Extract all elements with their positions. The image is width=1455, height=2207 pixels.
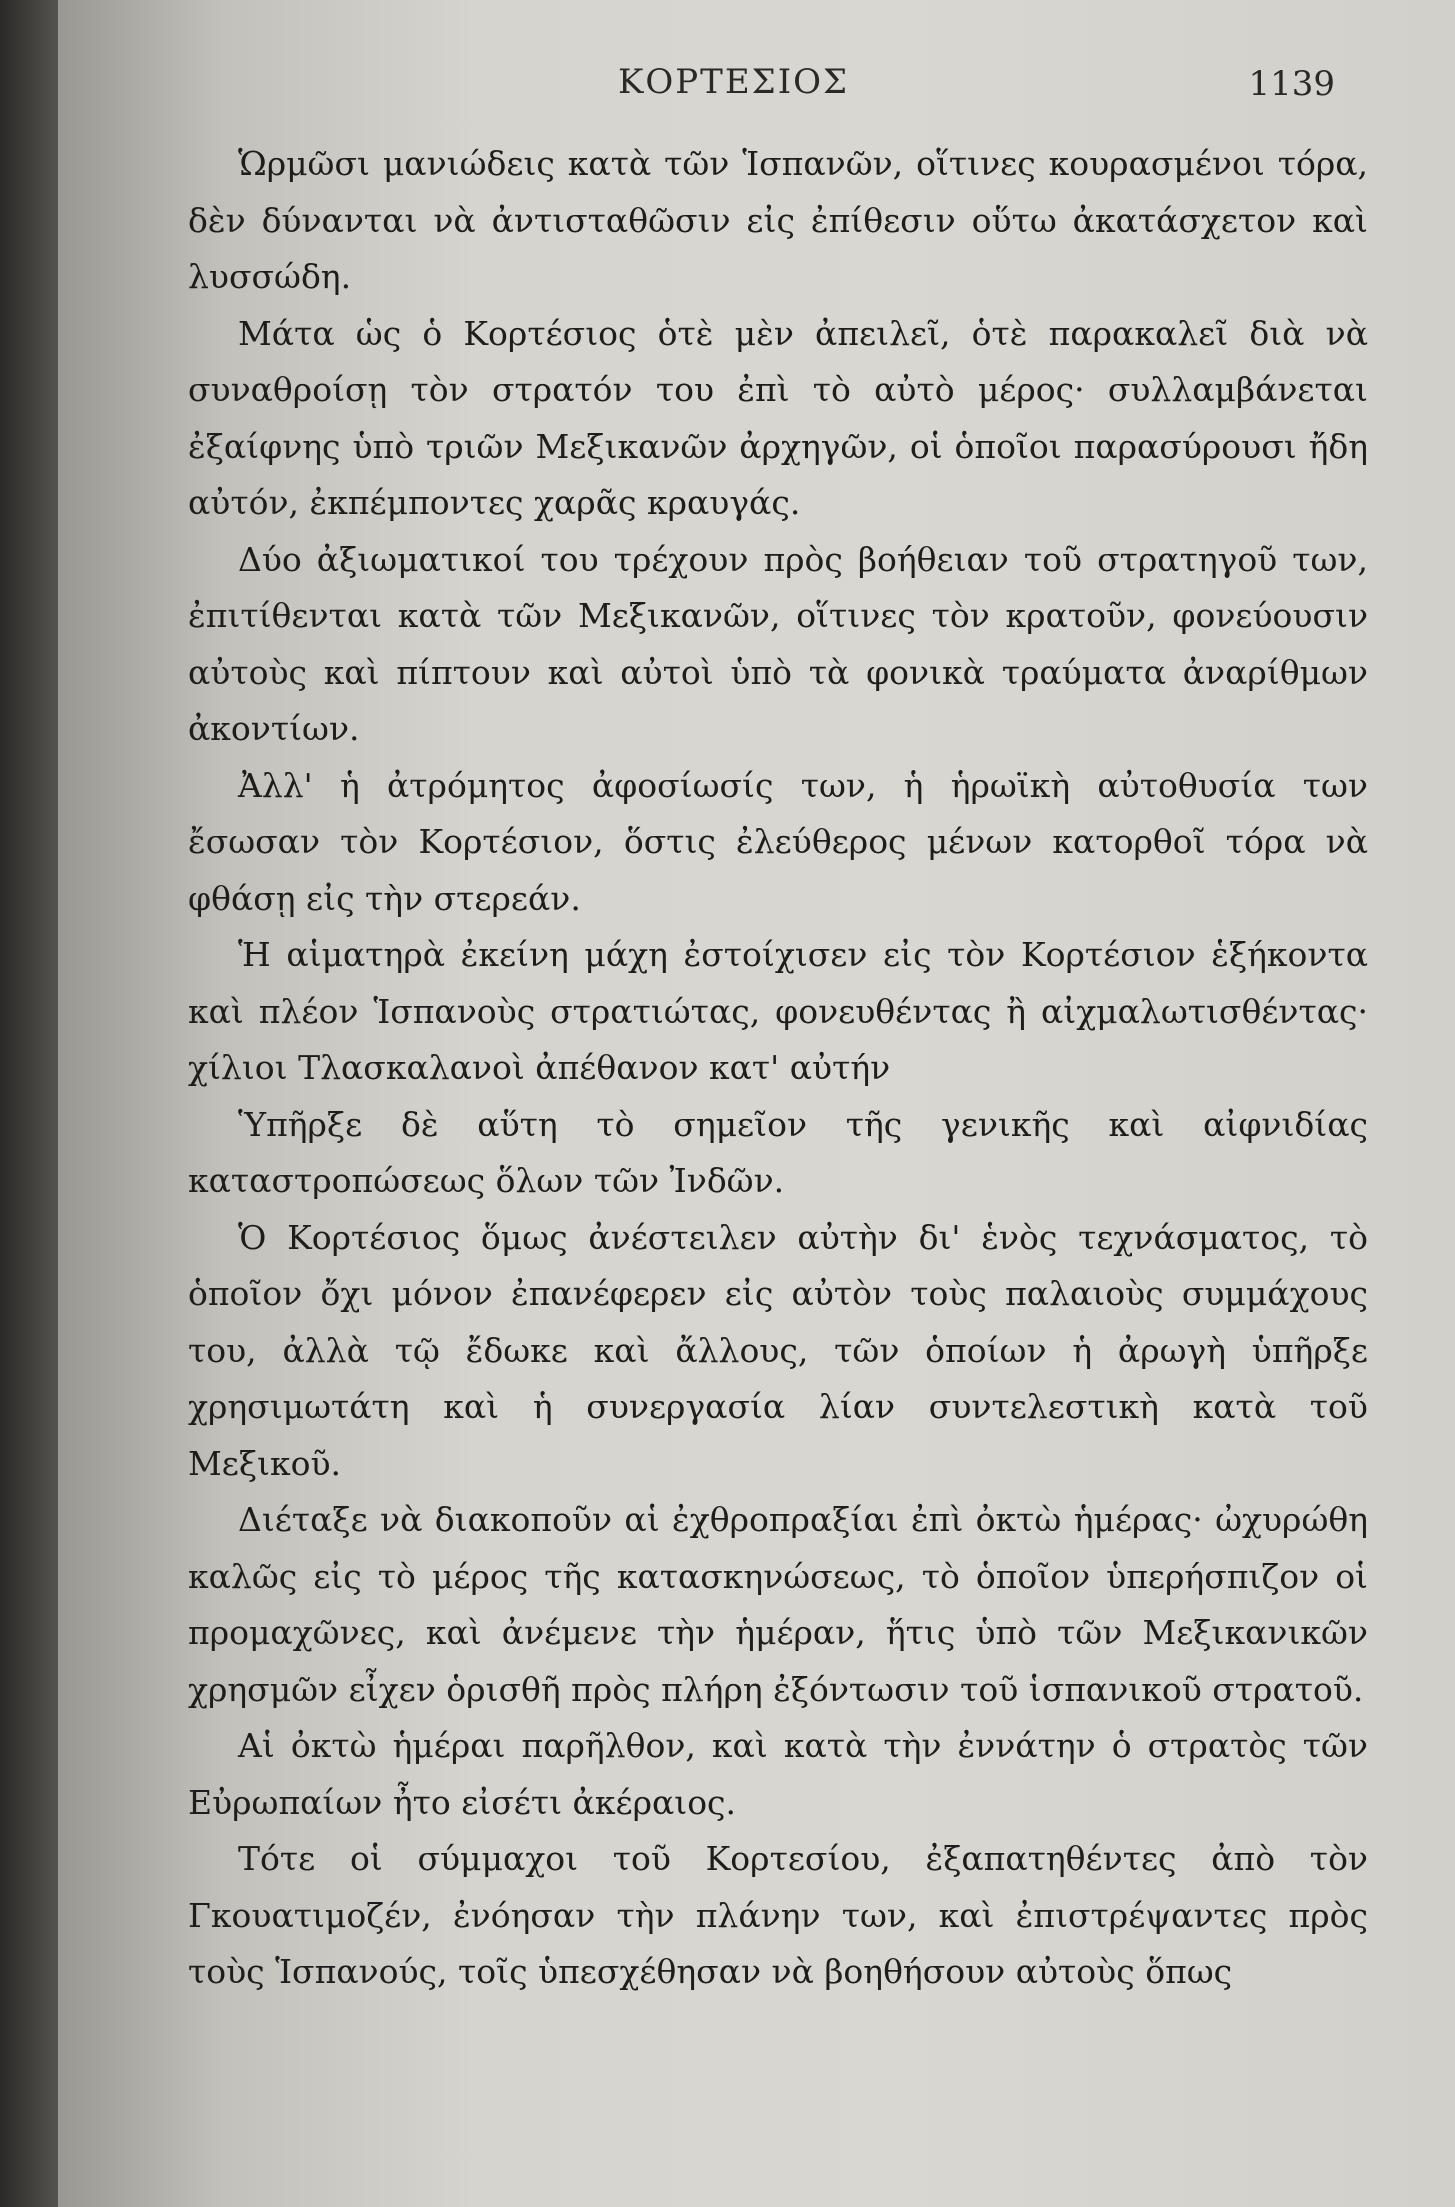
paragraph: Ἀλλ' ἡ ἀτρόμητος ἀφοσίωσίς των, ἡ ἡρωϊκὴ αὐτοθυσία των ἔσωσαν τὸν Κορτέσιον, ὅστις ἐλεύθερος μένων κατορθοῖ τόρα νὰ φθάσῃ εἰς τὴν στερεάν. <box>188 765 1368 918</box>
paragraph: Διέταξε νὰ διακοποῦν αἱ ἐχθροπραξίαι ἐπὶ ὀκτὼ ἡμέρας· ὠχυρώθη καλῶς εἰς τὸ μέρος τῆς κατασκηνώσεως, τὸ ὁποῖον ὑπερήσπιζον οἱ προμαχῶνες, καὶ ἀνέμενε τὴν ἡμέραν, ἥτις ὑπὸ τῶν Μεξικανικῶν χρησμῶν εἶχεν ὁρισθῆ πρὸς πλήρη ἐξόντωσιν τοῦ ἱσπανικοῦ στρατοῦ. <box>188 1500 1368 1709</box>
paragraph: Ὑπῆρξε δὲ αὕτη τὸ σημεῖον τῆς γενικῆς καὶ αἰφνιδίας καταστροπώσεως ὅλων τῶν Ἰνδῶν. <box>188 1104 1368 1200</box>
paragraph: Τότε οἱ σύμμαχοι τοῦ Κορτεσίου, ἐξαπατηθέντες ἀπὸ τὸν Γκουατιμοζέν, ἐνόησαν τὴν πλάνην των, καὶ ἐπιστρέψαντες πρὸς τοὺς Ἱσπανούς, τοῖς ὑπεσχέθησαν νὰ βοηθήσουν αὐτοὺς ὅπως <box>188 1839 1368 1991</box>
book-gutter <box>0 0 58 2207</box>
paragraph: Μάτα ὡς ὁ Κορτέσιος ὁτὲ μὲν ἀπειλεῖ, ὁτὲ παρακαλεῖ διὰ νὰ συναθροίσῃ τὸν στρατόν του ἐπὶ τὸ αὐτὸ μέρος· συλλαμβάνεται ἐξαίφνης ὑπὸ τριῶν Μεξικανῶν ἀρχηγῶν, οἱ ὁποῖοι παρασύρουσι ἤδη αὐτόν, ἐκπέμποντες χαρᾶς κραυγάς. <box>188 313 1368 522</box>
book-page <box>58 0 1455 2207</box>
paragraph: Ὁ Κορτέσιος ὅμως ἀνέστειλεν αὐτὴν δι' ἑνὸς τεχνάσματος, τὸ ὁποῖον ὄχι μόνον ἐπανέφερεν εἰς αὐτὸν τοὺς παλαιοὺς συμμάχους του, ἀλλὰ τῷ ἔδωκε καὶ ἄλλους, τῶν ὁποίων ἡ ἀρωγὴ ὑπῆρξε χρησιμωτάτη καὶ ἡ συνεργασία λίαν συντελεστικὴ κατὰ τοῦ Μεξικοῦ. <box>188 1217 1368 1483</box>
paragraph: Ὡρμῶσι μανιώδεις κατὰ τῶν Ἱσπανῶν, οἵτινες κουρασμένοι τόρα, δὲν δύνανται νὰ ἀντισταθῶσιν εἰς ἐπίθεσιν οὕτω ἀκατάσχετον καὶ λυσσώδη. <box>188 144 1368 296</box>
paragraph: Δύο ἀξιωματικοί του τρέχουν πρὸς βοήθειαν τοῦ στρατηγοῦ των, ἐπιτίθενται κατὰ τῶν Μεξικανῶν, οἵτινες τὸν κρατοῦν, φονεύουσιν αὐτοὺς καὶ πίπτουν καὶ αὐτοὶ ὑπὸ τὰ φονικὰ τραύματα ἀναρίθμων ἀκοντίων. <box>188 539 1368 748</box>
paragraph: Αἱ ὀκτὼ ἡμέραι παρῆλθον, καὶ κατὰ τὴν ἐννάτην ὁ στρατὸς τῶν Εὐρωπαίων ἦτο εἰσέτι ἀκέραιος. <box>188 1726 1368 1822</box>
body-text <box>188 136 1368 2001</box>
running-head: ΚΟΡΤΕΣΙΟΣ <box>618 62 850 102</box>
page-number: 1139 <box>1248 64 1335 104</box>
paragraph: Ἡ αἱματηρὰ ἐκείνη μάχη ἐστοίχισεν εἰς τὸν Κορτέσιον ἑξήκοντα καὶ πλέον Ἱσπανοὺς στρατιώτας, φονευθέντας ἢ αἰχμαλωτισθέντας· χίλιοι Τλασκαλανοὶ ἀπέθανον κατ' αὐτήν <box>188 935 1368 1087</box>
